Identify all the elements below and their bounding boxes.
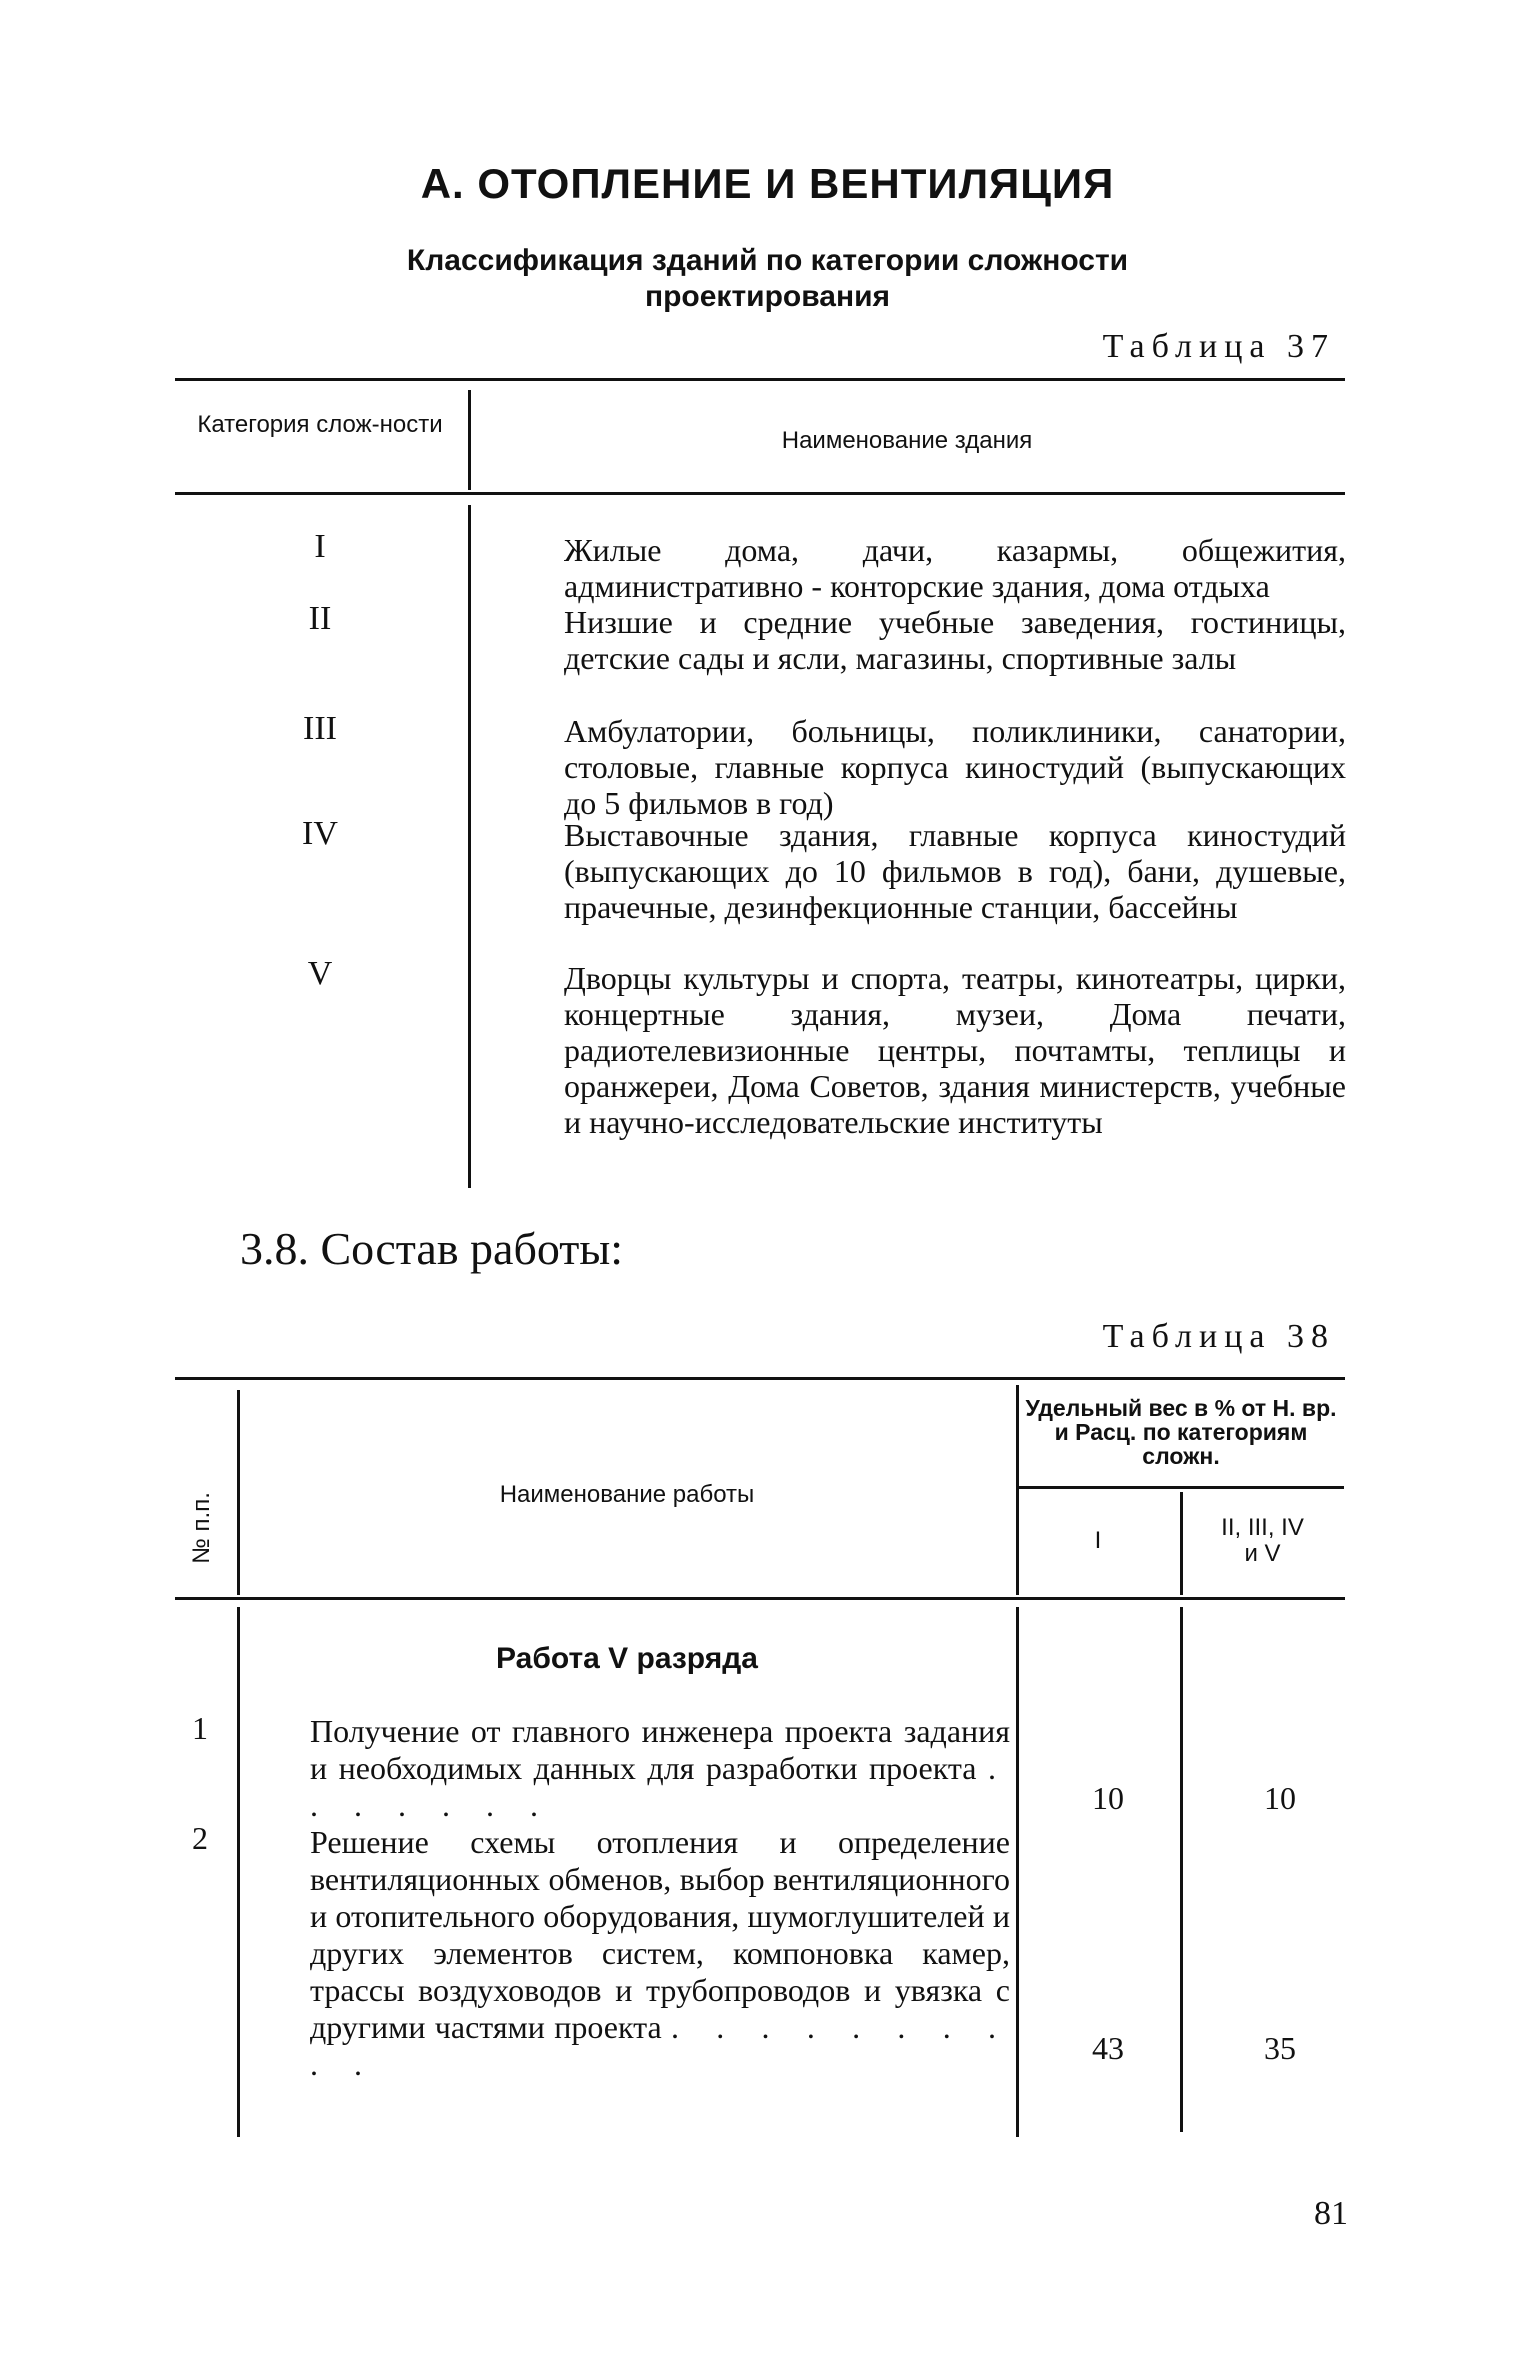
table-38-header-cat-2-5: II, III, IV и V <box>1221 1514 1304 1567</box>
table-37-row-3-text: Амбулатории, больницы, поликлиники, санатории, столовые, главные корпуса киностудий (выпускающих до 5 фильмов в год) <box>564 713 1346 821</box>
table-38-row-2-name <box>260 1824 1010 2083</box>
table-38-row-1-name <box>260 1713 1010 1824</box>
table-37-row-5-text: Дворцы культуры и спорта, театры, кинотеатры, цирки, концертные здания, музеи, Дома печати, радиотелевизионные центры, почтамты, теплицы и оранжереи, Дома Советов, здания министерств, учебные и научно-исследовательские институты <box>564 960 1346 1140</box>
table-37-caption: Таблица 37 <box>1102 328 1335 365</box>
table-38-row-1-label: Получение от главного инженера проекта задания и необходимых данных для разработки проекта <box>310 1713 1010 1786</box>
table-38-body-divider-1 <box>237 1607 240 2137</box>
table-37-row-1-text: Жилые дома, дачи, казармы, общежития, административно - конторские здания, дома отдыха <box>564 532 1346 604</box>
table-37-row-1-category: I <box>314 528 326 565</box>
page-number: 81 <box>1314 2195 1348 2232</box>
table-37-top-rule <box>175 378 1345 381</box>
table-37-row-1-description <box>494 532 1346 604</box>
table-38-row-2-cat-1: 43 <box>1092 2030 1124 2066</box>
table-38-row-2-label: Решение схемы отопления и определение вентиляционных обменов, выбор вентиляционного и отопительного оборудования, шумоглушителей и других элементов систем, компоновка камер, трассы воздуховодов и трубопроводов и увязка с другими частями проекта <box>310 1824 1010 2045</box>
table-38-row-2-number: 2 <box>192 1820 208 1856</box>
table-38-header-number: № п.п. <box>188 1492 215 1564</box>
table-37-header-name: Наименование здания <box>781 427 1033 454</box>
table-38-top-rule <box>175 1377 1345 1380</box>
table-37-row-2-category: II <box>308 600 332 637</box>
table-38-body-divider-3 <box>1180 1607 1183 2132</box>
table-37-subtitle: Классификация зданий по категории сложности проектирования <box>406 244 1129 313</box>
table-37-body-divider <box>468 505 471 1188</box>
table-37-row-4-text: Выставочные здания, главные корпуса киностудий (выпускающих до 10 фильмов в год), бани, душевые, прачечные, дезинфекционные станции, бассейны <box>564 817 1346 925</box>
table-38-row-1-number: 1 <box>192 1710 208 1746</box>
table-37-header-category: Категория слож-ности <box>197 411 443 438</box>
table-37-header-rule <box>175 492 1345 495</box>
table-38-group-heading: Работа V разряда <box>496 1642 758 1675</box>
table-38-row-2-cat-2-5: 35 <box>1264 2030 1296 2066</box>
table-37-row-5-category: V <box>307 955 333 992</box>
table-37-row-5-description <box>494 960 1346 1140</box>
table-37-row-2-text: Низшие и средние учебные заведения, гостиницы, детские сады и ясли, магазины, спортивные залы <box>564 604 1346 676</box>
table-38-header-weight: Удельный вес в % от Н. вр. и Расц. по категориям сложн. <box>1025 1395 1337 1469</box>
table-38-row-2-text <box>260 1824 1010 2083</box>
table-38-row-1-cat-2-5: 10 <box>1264 1780 1296 1816</box>
table-38-header-cat-1: I <box>1094 1527 1102 1554</box>
table-38-row-1-dots: . . . . . . . <box>310 1750 1010 1823</box>
table-38-row-2-dots: . . . . . . . . . . <box>310 2009 1011 2082</box>
section-title: А. ОТОПЛЕНИЕ И ВЕНТИЛЯЦИЯ <box>420 160 1115 207</box>
table-37-row-3-description <box>494 713 1346 821</box>
table-37-row-4-category: IV <box>302 815 338 852</box>
table-38-row-1-cat-1: 10 <box>1092 1780 1124 1816</box>
table-37-row-3-category: III <box>303 710 337 747</box>
table-37-row-2-description <box>494 604 1346 676</box>
table-38-weight-rule <box>1018 1486 1344 1489</box>
table-38-row-1-text <box>260 1713 1010 1824</box>
table-37-row-4-description <box>494 817 1346 925</box>
table-38-header-work-name: Наименование работы <box>499 1481 755 1508</box>
table-38-header-divider-3 <box>1180 1492 1183 1595</box>
table-38-caption: Таблица 38 <box>1102 1318 1335 1355</box>
table-37-header-divider <box>468 390 471 490</box>
table-38-body-divider-2 <box>1016 1607 1019 2137</box>
section-heading: 3.8. Состав работы: <box>240 1223 624 1274</box>
table-38-header-rule <box>175 1597 1345 1600</box>
